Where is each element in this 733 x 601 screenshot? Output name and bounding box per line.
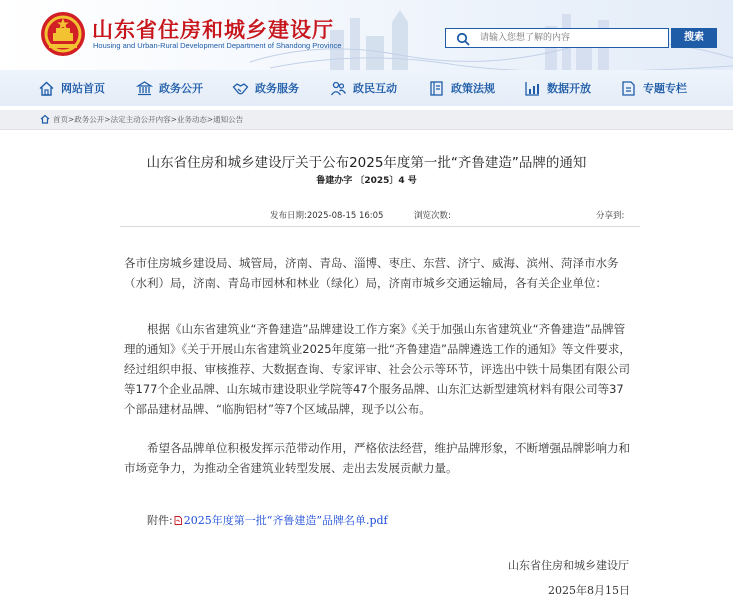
nav-item-interaction[interactable]: [330, 70, 397, 106]
main-nav: [0, 70, 733, 106]
nav-item-label: 专题专栏: [643, 82, 687, 95]
building-icon: [136, 80, 153, 97]
attachment: [147, 512, 388, 528]
share-label[interactable]: 分享到:: [596, 211, 625, 221]
sign-date: 2025年8月15日: [548, 584, 630, 597]
nav-item-home[interactable]: [38, 70, 105, 106]
nav-item-label: 政务公开: [159, 82, 203, 95]
nav-item-policies[interactable]: [428, 70, 495, 106]
search-input[interactable]: [480, 29, 665, 47]
document-number: 鲁建办字 〔2025〕4 号: [316, 176, 417, 186]
people-icon: [330, 80, 347, 97]
divider: [120, 226, 640, 227]
publish-date: 发布日期:2025-08-15 16:05: [270, 211, 384, 221]
nav-item-label: 政务服务: [255, 82, 299, 95]
attachment-link[interactable]: 2025年度第一批“齐鲁建造”品牌名单.pdf: [183, 514, 388, 527]
national-emblem-icon: [40, 11, 86, 57]
nav-item-special-topics[interactable]: [620, 70, 687, 106]
nav-item-label: 数据开放: [547, 82, 591, 95]
nav-item-label: 政民互动: [353, 82, 397, 95]
document-icon: [620, 80, 637, 97]
chart-icon: [524, 80, 541, 97]
book-icon: [428, 80, 445, 97]
site-subtitle: Housing and Urban-Rural Development Department of Shandong Province: [93, 41, 342, 50]
search-icon: [456, 32, 470, 46]
signer: 山东省住房和城乡建设厅: [508, 559, 629, 572]
home-icon[interactable]: [40, 114, 50, 124]
search-box[interactable]: [445, 28, 669, 48]
nav-item-open-data[interactable]: [524, 70, 591, 106]
home-icon: [38, 80, 55, 97]
search-button[interactable]: 搜索: [671, 28, 717, 48]
nav-item-gov-services[interactable]: [232, 70, 299, 106]
breadcrumb: [0, 110, 733, 130]
paragraph-addressees: 各市住房城乡建设局、城管局，济南、青岛、淄博、枣庄、东营、济宁、威海、滨州、菏泽市水务（水利）局，济南、青岛市园林和林业（绿化）局，济南市城乡交通运输局，各有关企业单位：: [124, 256, 619, 290]
view-count: 浏览次数:: [414, 211, 451, 221]
paragraph-closing: 希望各品牌单位积极发挥示范带动作用，严格依法经营，维护品牌形象，不断增强品牌影响力和市场竞争力，为推动全省建筑业转型发展、走出去发展贡献力量。: [124, 441, 630, 475]
pdf-icon: [174, 516, 182, 525]
nav-item-label: 网站首页: [61, 82, 105, 95]
handshake-icon: [232, 80, 249, 97]
breadcrumb-text[interactable]: 首页>政务公开>法定主动公开内容>业务动态>通知公告: [53, 115, 244, 124]
article-title: 山东省住房和城乡建设厅关于公布2025年度第一批“齐鲁建造”品牌的通知: [146, 155, 587, 171]
nav-item-gov-affairs[interactable]: [136, 70, 203, 106]
attachment-label: 附件:: [147, 514, 173, 527]
paragraph-main: 根据《山东省建筑业“齐鲁建造”品牌建设工作方案》《关于加强山东省建筑业“齐鲁建造”品牌管理的通知》《关于开展山东省建筑业2025年度第一批“齐鲁建造”品牌遴选工作的通知》等文件要求，经过组织申报、审核推荐、大数据查询、专家评审、社会公示等环节，评选出中铁十局集团有限公司等177个企业品牌、山东城市建设职业学院等47个服务品牌、山东汇达新型建筑材料有限公司等37个部品建材品牌、“临朐铝材”等7个区域品牌，现予以公布。: [124, 322, 631, 416]
site-header: [0, 0, 733, 70]
nav-item-label: 政策法规: [451, 82, 495, 95]
site-title[interactable]: 山东省住房和城乡建设厅: [92, 18, 334, 42]
